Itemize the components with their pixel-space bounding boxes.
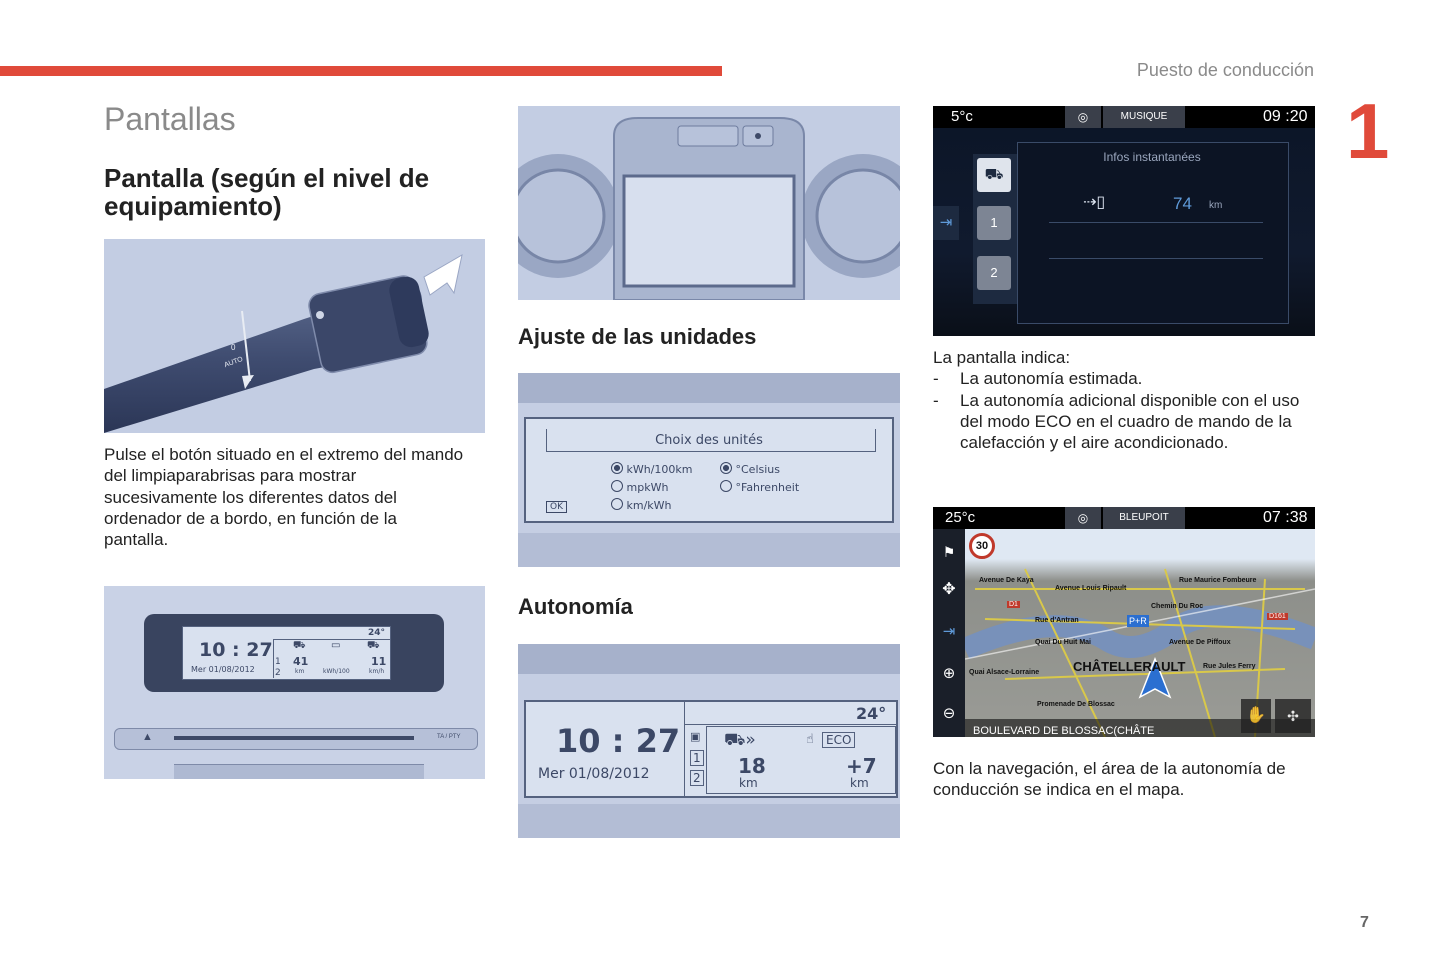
- zoom-in-icon[interactable]: ⊕: [942, 665, 956, 682]
- autonomy-heading: Autonomía: [518, 594, 633, 619]
- road-marker-d161: D161: [1269, 613, 1286, 620]
- ta-pty-button: TA / PTY: [437, 734, 461, 740]
- screen1-value: 74: [1173, 194, 1192, 213]
- autonomy-date: Mer 01/08/2012: [538, 766, 650, 782]
- display-paragraph: Pulse el botón situado en el extremo del mando del limpiaparabrisas para mostrar sucesivamente los diferentes datos del ordenador de a bordo, en función de la pantalla.: [104, 445, 464, 550]
- dashboard-display-illustration: [104, 586, 485, 779]
- list-item: - La autonomía estimada.: [933, 368, 1315, 389]
- unit-option-mpkwh[interactable]: mpkWh: [611, 479, 693, 497]
- move-map-icon[interactable]: ✥: [942, 581, 956, 598]
- road-label: Promenade De Blossac: [1037, 701, 1115, 708]
- unit-option-kmkwh[interactable]: km/kWh: [611, 497, 693, 515]
- autonomy-val-2: +7: [846, 754, 877, 778]
- radio-icon: [611, 498, 623, 510]
- dash-row-1: 1: [275, 657, 281, 667]
- radio-waves-icon: ◎: [1065, 106, 1101, 128]
- seat-icon: ▣: [690, 730, 701, 743]
- road-label: Chemin Du Roc: [1151, 603, 1204, 610]
- screen1-unit: km: [1209, 200, 1223, 211]
- trip-1-button[interactable]: 1: [977, 206, 1011, 240]
- screen1-mode: MUSIQUE: [1103, 106, 1185, 128]
- road-label: Rue d'Antran: [1035, 617, 1079, 624]
- dash-val-3: 11: [371, 655, 387, 668]
- autonomy-temp: 24°: [856, 704, 887, 723]
- dash-temp: 24°: [368, 628, 386, 638]
- compass-button[interactable]: [1275, 699, 1311, 733]
- car-speed-icon: ⛟: [367, 640, 380, 651]
- screen1-time: 09 :20: [1263, 108, 1308, 125]
- autonomy-screen-illustration: [518, 644, 900, 838]
- units-ok-button[interactable]: OK: [546, 501, 567, 513]
- road-label: Avenue De Piffoux: [1169, 639, 1231, 646]
- car-icon: ⛟: [293, 640, 306, 651]
- autonomy-row-1: 1: [690, 750, 704, 766]
- display-heading: Pantalla (según el nivel de equipamiento): [104, 163, 430, 221]
- compass-icon: ✣: [1287, 708, 1299, 724]
- hand-pan-button[interactable]: [1241, 699, 1271, 733]
- navigation-screen: [933, 507, 1315, 737]
- road-label: Avenue Louis Ripault: [1055, 585, 1127, 592]
- exit-icon[interactable]: ⇥: [933, 206, 959, 240]
- unit-option-fahrenheit[interactable]: °Fahrenheit: [720, 479, 799, 497]
- screen2-time: 07 :38: [1263, 509, 1308, 526]
- park-ride-icon: P+R: [1129, 616, 1147, 626]
- units-heading: Ajuste de las unidades: [518, 324, 757, 349]
- screen2-mode: BLEUPOIT: [1103, 507, 1185, 529]
- road-label: Quai Alsace-Lorraine: [969, 669, 1040, 676]
- screen1-temp: 5°c: [951, 108, 973, 125]
- stalk-zero-label: 0: [231, 343, 236, 352]
- list-item: - La autonomía adicional disponible con el uso del modo ECO en el cuadro de mando de la calefacción y el aire acondicionado.: [933, 390, 1315, 454]
- screen-info-text: [933, 347, 1315, 453]
- autonomy-unit-1: km: [739, 776, 758, 790]
- radio-selected-icon: [611, 462, 623, 474]
- hand-icon: ✋: [1246, 707, 1266, 724]
- autonomy-time: 10 : 27: [556, 722, 681, 760]
- units-options-left: [611, 461, 693, 515]
- eject-icon: ▲: [142, 731, 153, 743]
- dash-unit-1: km: [295, 668, 305, 675]
- hand-icon: ☝: [806, 732, 814, 747]
- radio-waves-icon: ◎: [1065, 507, 1101, 529]
- unit-option-kwh100km[interactable]: kWh/100km: [611, 461, 693, 479]
- dash-row-2: 2: [275, 668, 281, 678]
- road-label: Rue Jules Ferry: [1203, 663, 1256, 670]
- dash-unit-2: kWh/100: [323, 668, 350, 675]
- wiper-stalk-illustration: [104, 239, 485, 433]
- screen1-panel-title: Infos instantanées: [1103, 150, 1201, 164]
- stalk-auto-label: AUTO: [223, 355, 244, 370]
- speed-limit-sign: 30: [969, 533, 995, 559]
- units-title: Choix des unités: [655, 433, 763, 448]
- instant-info-screen: [933, 106, 1315, 336]
- road-label: Avenue De Kaya: [979, 577, 1034, 584]
- unit-option-celsius[interactable]: °Celsius: [720, 461, 799, 479]
- running-title: Puesto de conducción: [1136, 60, 1314, 80]
- car-fuel-icon: ⛟: [984, 166, 1004, 183]
- page-number: 7: [1360, 914, 1369, 931]
- navigation-caption: Con la navegación, el área de la autonomía de conducción se indica en el mapa.: [933, 759, 1286, 800]
- zoom-out-icon[interactable]: ⊖: [942, 705, 956, 722]
- radio-selected-icon: [720, 462, 732, 474]
- units-options-right: [720, 461, 799, 497]
- street-name: BOULEVARD DE BLOSSAC(CHÂTE: [973, 725, 1155, 737]
- units-screen-illustration: [518, 373, 900, 567]
- destination-flag-icon[interactable]: ⚑: [942, 544, 956, 560]
- autonomy-val-1: 18: [738, 754, 766, 778]
- road-label: Rue Maurice Fombeure: [1179, 577, 1257, 584]
- radio-icon: [720, 480, 732, 492]
- ecology-button[interactable]: [977, 158, 1011, 192]
- battery-icon: ▭: [331, 640, 341, 651]
- dash-date: Mer 01/08/2012: [191, 665, 255, 674]
- screen1-status-bar: [933, 106, 1315, 128]
- dash-unit-3: km/h: [369, 668, 385, 675]
- fuel-pump-icon: ⇢▯: [1083, 194, 1106, 211]
- dash-lcd: [182, 626, 391, 680]
- autonomy-row-2: 2: [690, 770, 704, 786]
- exit-icon[interactable]: ⇥: [942, 623, 956, 640]
- section-title: Pantallas: [104, 101, 236, 137]
- eco-label: ECO: [822, 732, 855, 748]
- road-label: Quai Du Huit Mai: [1035, 639, 1091, 646]
- header-red-bar: [0, 66, 722, 76]
- city-label: CHÂTELLERAULT: [1073, 659, 1186, 674]
- screen2-temp: 25°c: [945, 509, 976, 526]
- chapter-number: 1: [1346, 87, 1390, 175]
- map-view[interactable]: [965, 529, 1315, 737]
- center-console-illustration: [518, 106, 900, 300]
- car-charge-icon: ⛟»: [724, 730, 756, 750]
- trip-2-button[interactable]: 2: [977, 256, 1011, 290]
- dash-val-1: 41: [293, 655, 309, 668]
- autonomy-lcd: [524, 700, 898, 798]
- units-lcd: [524, 417, 894, 523]
- radio-icon: [611, 480, 623, 492]
- screen-info-list: [933, 368, 1315, 453]
- road-marker-d1: D1: [1009, 601, 1018, 608]
- screen-info-intro: La pantalla indica:: [933, 348, 1071, 367]
- autonomy-unit-2: km: [850, 776, 869, 790]
- screen2-status-bar: [933, 507, 1315, 529]
- dash-time: 10 : 27: [199, 639, 273, 661]
